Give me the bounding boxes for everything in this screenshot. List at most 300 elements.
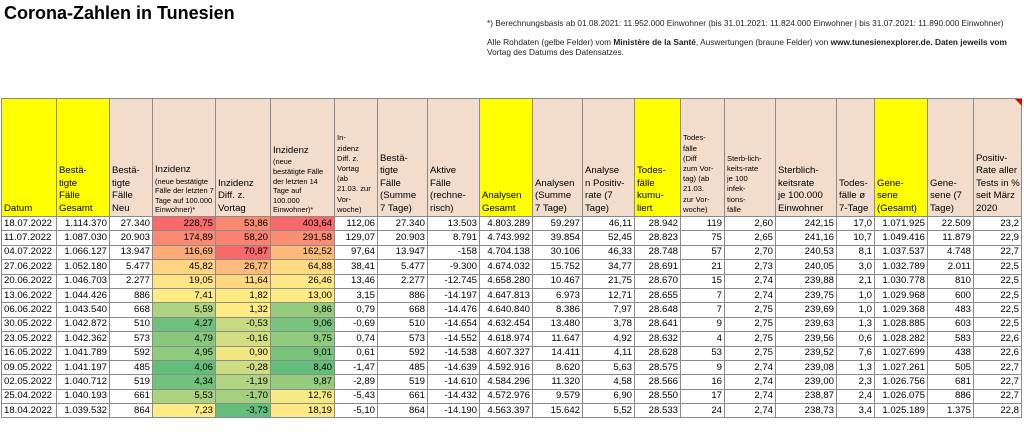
table-cell: 4,58: [583, 375, 635, 389]
table-cell: 240,53: [776, 245, 837, 259]
table-cell: 1.041.197: [57, 360, 110, 374]
table-cell: 3,4: [837, 404, 875, 418]
table-cell: 22,9: [974, 231, 1022, 245]
table-cell: 2,4: [837, 389, 875, 403]
table-cell: 583: [928, 332, 974, 346]
table-cell: -14.538: [428, 346, 480, 360]
table-cell: 0,90: [216, 346, 271, 360]
table-cell: 23,2: [974, 217, 1022, 231]
column-header-7: [378, 99, 428, 217]
table-cell: 6,90: [583, 389, 635, 403]
table-cell: 4.803.289: [480, 217, 533, 231]
table-cell: 240,05: [776, 260, 837, 274]
table-cell: 17,0: [837, 217, 875, 231]
table-cell: 1.043.540: [57, 303, 110, 317]
table-cell: 18.07.2022: [2, 217, 57, 231]
table-cell: 4,95: [153, 346, 216, 360]
table-cell: 13.947: [110, 245, 153, 259]
table-cell: 04.07.2022: [2, 245, 57, 259]
table-cell: 1.040.193: [57, 389, 110, 403]
column-header-4: [216, 99, 271, 217]
table-cell: 15.642: [533, 404, 583, 418]
table-cell: 116,69: [153, 245, 216, 259]
table-cell: 28.748: [635, 245, 681, 259]
table-cell: 7: [681, 303, 725, 317]
table-cell: 52,45: [583, 231, 635, 245]
table-cell: 239,56: [776, 332, 837, 346]
table-cell: 600: [928, 288, 974, 302]
column-header-label: Bestä- tigte Fälle Gesamt: [59, 165, 93, 214]
table-cell: -14.610: [428, 375, 480, 389]
table-cell: 5,59: [153, 303, 216, 317]
table-cell: 3,15: [335, 288, 378, 302]
table-cell: 11.647: [533, 332, 583, 346]
table-cell: -14.197: [428, 288, 480, 302]
table-cell: 22,5: [974, 260, 1022, 274]
table-cell: -0,69: [335, 317, 378, 331]
column-header-10: [533, 99, 583, 217]
table-cell: 8,40: [271, 360, 335, 374]
column-header-label: Analyse n Positiv- rate (7 Tage): [585, 165, 625, 214]
table-cell: -9.300: [428, 260, 480, 274]
table-cell: 28.632: [635, 332, 681, 346]
table-cell: 4,27: [153, 317, 216, 331]
column-header-sublabel: (neue bestätigte Fälle der letzten 14 Tage auf 100.000 Einwohner)*: [273, 157, 324, 215]
table-cell: 27.340: [378, 217, 428, 231]
table-cell: 18,19: [271, 404, 335, 418]
table-cell: -14.476: [428, 303, 480, 317]
table-cell: 485: [378, 360, 428, 374]
table-cell: 28.655: [635, 288, 681, 302]
table-cell: 1.375: [928, 404, 974, 418]
table-cell: 1.046.703: [57, 274, 110, 288]
table-cell: 28.691: [635, 260, 681, 274]
table-cell: 15.752: [533, 260, 583, 274]
column-header-11: [583, 99, 635, 217]
table-cell: -12.745: [428, 274, 480, 288]
table-cell: 28.566: [635, 375, 681, 389]
table-cell: 1.039.532: [57, 404, 110, 418]
table-cell: 02.05.2022: [2, 375, 57, 389]
column-header-0: [2, 99, 57, 217]
column-header-label: Gene- sene (Gesamt): [877, 177, 917, 214]
table-cell: 2,1: [837, 274, 875, 288]
table-row: [2, 231, 1022, 245]
table-cell: 57: [681, 245, 725, 259]
table-cell: 22,6: [974, 332, 1022, 346]
column-header-2: [110, 99, 153, 217]
column-header-13: [681, 99, 725, 217]
table-cell: 5,52: [583, 404, 635, 418]
table-cell: 573: [110, 332, 153, 346]
column-header-label: Analysen (Summe 7 Tage): [535, 177, 575, 214]
column-header-8: [428, 99, 480, 217]
table-cell: 64,88: [271, 260, 335, 274]
table-cell: 2,74: [725, 274, 776, 288]
table-cell: 14.411: [533, 346, 583, 360]
table-cell: 45,82: [153, 260, 216, 274]
table-cell: 11.07.2022: [2, 231, 57, 245]
table-cell: 864: [378, 404, 428, 418]
table-cell: 4,11: [583, 346, 635, 360]
table-cell: -14.432: [428, 389, 480, 403]
table-cell: 1,82: [216, 288, 271, 302]
table-cell: 1.114.370: [57, 217, 110, 231]
table-cell: 4.743.992: [480, 231, 533, 245]
table-cell: -0,16: [216, 332, 271, 346]
table-cell: 27.340: [110, 217, 153, 231]
table-cell: 9: [681, 317, 725, 331]
table-cell: 19,05: [153, 274, 216, 288]
table-cell: 97,64: [335, 245, 378, 259]
table-cell: 10,7: [837, 231, 875, 245]
table-cell: 24: [681, 404, 725, 418]
table-cell: 20.903: [110, 231, 153, 245]
table-row: [2, 360, 1022, 374]
table-cell: 4.674.032: [480, 260, 533, 274]
table-cell: 810: [928, 274, 974, 288]
table-cell: 4.572.976: [480, 389, 533, 403]
table-cell: 28.533: [635, 404, 681, 418]
table-cell: 9,06: [271, 317, 335, 331]
table-cell: 9,86: [271, 303, 335, 317]
table-cell: 22,7: [974, 360, 1022, 374]
table-cell: 4,92: [583, 332, 635, 346]
corona-table: [1, 98, 1022, 418]
column-header-5: [271, 99, 335, 217]
column-header-15: [776, 99, 837, 217]
table-cell: 1,3: [837, 360, 875, 374]
table-cell: -1,47: [335, 360, 378, 374]
table-cell: 438: [928, 346, 974, 360]
table-cell: 9,01: [271, 346, 335, 360]
table-cell: 22,7: [974, 375, 1022, 389]
note-source-middle: , Auswertungen (braune Felder) von: [695, 36, 831, 47]
table-cell: 70,87: [216, 245, 271, 259]
table-cell: 9,75: [271, 332, 335, 346]
table-cell: 7: [681, 288, 725, 302]
table-cell: 510: [378, 317, 428, 331]
table-cell: 21: [681, 260, 725, 274]
table-cell: 26,77: [216, 260, 271, 274]
table-cell: 886: [378, 288, 428, 302]
column-header-19: [974, 99, 1022, 217]
column-header-label: Todes- fälle ø 7-Tage: [839, 177, 869, 214]
table-cell: 0,6: [837, 332, 875, 346]
table-cell: 75: [681, 231, 725, 245]
note-basis: *) Berechnungsbasis ab 01.08.2021: 11.952.000 Einwohner (bis 31.01.2021: 11.824.000 Einwohner | bis 31.07.2021: 11.890.000 Einwohner): [487, 18, 1004, 28]
table-cell: 7,23: [153, 404, 216, 418]
table-cell: 16.05.2022: [2, 346, 57, 360]
table-cell: -158: [428, 245, 480, 259]
table-cell: 505: [928, 360, 974, 374]
table-cell: 1.028.885: [875, 317, 928, 331]
table-cell: 27.06.2022: [2, 260, 57, 274]
table-cell: 21,75: [583, 274, 635, 288]
table-cell: 5.477: [110, 260, 153, 274]
column-header-1: [57, 99, 110, 217]
column-header-12: [635, 99, 681, 217]
table-cell: 2.011: [928, 260, 974, 274]
table-cell: 18.04.2022: [2, 404, 57, 418]
table-cell: -0,53: [216, 317, 271, 331]
table-cell: 1.029.368: [875, 303, 928, 317]
table-cell: 4.748: [928, 245, 974, 259]
column-header-label: Analysen Gesamt: [482, 190, 522, 214]
table-cell: -3,73: [216, 404, 271, 418]
table-cell: 59.297: [533, 217, 583, 231]
table-cell: 11,64: [216, 274, 271, 288]
table-cell: 886: [928, 389, 974, 403]
table-cell: 4,06: [153, 360, 216, 374]
table-cell: 28.648: [635, 303, 681, 317]
table-cell: 239,00: [776, 375, 837, 389]
table-cell: 06.06.2022: [2, 303, 57, 317]
table-cell: 4.592.916: [480, 360, 533, 374]
table-cell: 403,64: [271, 217, 335, 231]
column-header-3: [153, 99, 216, 217]
notes-block: [487, 18, 1017, 66]
table-cell: 0,61: [335, 346, 378, 360]
table-cell: 53,86: [216, 217, 271, 231]
page-title: Corona-Zahlen in Tunesien: [4, 3, 235, 23]
table-cell: 26,46: [271, 274, 335, 288]
table-cell: 668: [378, 303, 428, 317]
table-cell: 8.386: [533, 303, 583, 317]
table-cell: 4.563.397: [480, 404, 533, 418]
table-cell: 53: [681, 346, 725, 360]
table-cell: 2,3: [837, 375, 875, 389]
table-cell: -14.190: [428, 404, 480, 418]
table-cell: 9,87: [271, 375, 335, 389]
table-cell: 9.579: [533, 389, 583, 403]
column-header-label: In- zidenz Diff. z. Vortag (ab 21.03. zur Vor- woche): [337, 133, 371, 214]
table-cell: 4.618.974: [480, 332, 533, 346]
table-cell: 2,75: [725, 332, 776, 346]
table-row: [2, 260, 1022, 274]
table-cell: 1.029.968: [875, 288, 928, 302]
table-cell: 8,1: [837, 245, 875, 259]
table-cell: 668: [110, 303, 153, 317]
column-header-label: Datum: [4, 202, 33, 214]
table-cell: 0,79: [335, 303, 378, 317]
table-cell: 13.480: [533, 317, 583, 331]
column-header-label: Inzidenz: [155, 164, 191, 176]
table-cell: 13.947: [378, 245, 428, 259]
table-row: [2, 332, 1022, 346]
table-cell: 573: [378, 332, 428, 346]
column-header-6: [335, 99, 378, 217]
table-row: [2, 375, 1022, 389]
table-cell: 58,20: [216, 231, 271, 245]
table-cell: 162,52: [271, 245, 335, 259]
table-cell: 11.879: [928, 231, 974, 245]
column-header-9: [480, 99, 533, 217]
table-cell: 1.025.189: [875, 404, 928, 418]
table-cell: 2,60: [725, 217, 776, 231]
table-cell: 11.320: [533, 375, 583, 389]
table-cell: 22,5: [974, 288, 1022, 302]
table-cell: -2,89: [335, 375, 378, 389]
table-cell: 22.509: [928, 217, 974, 231]
table-cell: 239,69: [776, 303, 837, 317]
table-cell: 13.06.2022: [2, 288, 57, 302]
table-cell: 1.027.699: [875, 346, 928, 360]
table-cell: 22,5: [974, 274, 1022, 288]
table-cell: -1,19: [216, 375, 271, 389]
table-cell: 4.607.327: [480, 346, 533, 360]
table-cell: 1.041.789: [57, 346, 110, 360]
table-cell: 4.658.280: [480, 274, 533, 288]
table-cell: 1,0: [837, 288, 875, 302]
table-cell: 2,73: [725, 260, 776, 274]
table-cell: 1.026.756: [875, 375, 928, 389]
table-cell: 4,34: [153, 375, 216, 389]
column-header-label: Bestä- tigte Fälle Neu: [112, 165, 140, 214]
table-cell: 291,58: [271, 231, 335, 245]
column-header-label: Todes- fälle (Diff zum Vor- tag) (ab 21.03. zur Vor- woche): [683, 133, 714, 214]
table-cell: 6.973: [533, 288, 583, 302]
table-cell: 1.044.426: [57, 288, 110, 302]
table-cell: 2,75: [725, 303, 776, 317]
table-cell: 681: [928, 375, 974, 389]
table-cell: 22,6: [974, 346, 1022, 360]
table-cell: 483: [928, 303, 974, 317]
note-source-site: www.tunesienexplorer.de. Daten jeweils vom: [830, 36, 1007, 47]
table-cell: 0,74: [335, 332, 378, 346]
column-header-label: Sterb-lich- keits-rate je 100 infek- tions- fälle: [727, 153, 762, 214]
table-cell: 1.040.712: [57, 375, 110, 389]
table-cell: 1.026.075: [875, 389, 928, 403]
table-cell: 510: [110, 317, 153, 331]
table-cell: 239,63: [776, 317, 837, 331]
table-cell: 4.704.138: [480, 245, 533, 259]
table-cell: 7,97: [583, 303, 635, 317]
table-row: [2, 288, 1022, 302]
column-header-label: Gene- sene (7 Tage): [930, 177, 962, 214]
table-cell: 1.066.127: [57, 245, 110, 259]
table-cell: -0,28: [216, 360, 271, 374]
table-cell: 603: [928, 317, 974, 331]
table-cell: 119: [681, 217, 725, 231]
table-cell: 2,74: [725, 389, 776, 403]
table-cell: 20.06.2022: [2, 274, 57, 288]
table-cell: 1.028.282: [875, 332, 928, 346]
table-cell: 2,65: [725, 231, 776, 245]
note-source-suffix: Vortag des Datums des Datensatzes.: [487, 47, 624, 57]
table-row: [2, 274, 1022, 288]
table-cell: 28.823: [635, 231, 681, 245]
table-cell: 46,33: [583, 245, 635, 259]
table-cell: 2,75: [725, 346, 776, 360]
table-cell: -14.552: [428, 332, 480, 346]
table-cell: 4,79: [153, 332, 216, 346]
table-cell: 1.049.416: [875, 231, 928, 245]
table-cell: 2,70: [725, 245, 776, 259]
table-cell: -14.639: [428, 360, 480, 374]
table-row: [2, 317, 1022, 331]
table-cell: 239,08: [776, 360, 837, 374]
table-cell: 519: [378, 375, 428, 389]
table-cell: 2,74: [725, 404, 776, 418]
table-cell: 3,0: [837, 260, 875, 274]
table-cell: 13.503: [428, 217, 480, 231]
table-cell: 16: [681, 375, 725, 389]
table-cell: 12,76: [271, 389, 335, 403]
table-cell: 239,88: [776, 274, 837, 288]
table-cell: 25.04.2022: [2, 389, 57, 403]
table-cell: 239,52: [776, 346, 837, 360]
table-cell: 13,46: [335, 274, 378, 288]
note-source-ministry: Ministère de la Santé: [613, 36, 696, 47]
table-cell: 22,5: [974, 317, 1022, 331]
table-cell: 7,41: [153, 288, 216, 302]
table-cell: 2,74: [725, 375, 776, 389]
table-cell: 34,77: [583, 260, 635, 274]
table-cell: 485: [110, 360, 153, 374]
table-cell: 5.477: [378, 260, 428, 274]
table-cell: 28.942: [635, 217, 681, 231]
column-header-17: [875, 99, 928, 217]
table-cell: 30.05.2022: [2, 317, 57, 331]
table-cell: 17: [681, 389, 725, 403]
table-cell: 1.032.789: [875, 260, 928, 274]
table-cell: 38,41: [335, 260, 378, 274]
table-cell: 242,15: [776, 217, 837, 231]
table-cell: 238,73: [776, 404, 837, 418]
column-header-18: [928, 99, 974, 217]
column-header-16: [837, 99, 875, 217]
table-cell: 4.647.813: [480, 288, 533, 302]
table-cell: 661: [378, 389, 428, 403]
table-cell: 1.071.925: [875, 217, 928, 231]
table-cell: 12,71: [583, 288, 635, 302]
table-cell: 13,00: [271, 288, 335, 302]
column-header-label: Aktive Fälle (rechne- risch): [430, 165, 466, 214]
table-cell: 22,8: [974, 404, 1022, 418]
table-cell: 592: [378, 346, 428, 360]
table-cell: 39.854: [533, 231, 583, 245]
table-cell: 4.632.454: [480, 317, 533, 331]
table-cell: 23.05.2022: [2, 332, 57, 346]
table-row: [2, 346, 1022, 360]
table-cell: 1.087.030: [57, 231, 110, 245]
table-cell: 28.550: [635, 389, 681, 403]
table-cell: 4: [681, 332, 725, 346]
corner-flag-icon: [1015, 99, 1022, 106]
table-row: [2, 303, 1022, 317]
table-cell: 28.641: [635, 317, 681, 331]
table-cell: 22,7: [974, 389, 1022, 403]
table-cell: 1,0: [837, 303, 875, 317]
table-cell: 2,74: [725, 360, 776, 374]
column-header-label: Inzidenz: [273, 145, 309, 157]
table-cell: 864: [110, 404, 153, 418]
table-cell: 1.042.872: [57, 317, 110, 331]
table-cell: 8.620: [533, 360, 583, 374]
table-cell: 09.05.2022: [2, 360, 57, 374]
table-cell: 174,89: [153, 231, 216, 245]
table-cell: 112,06: [335, 217, 378, 231]
table-cell: 239,75: [776, 288, 837, 302]
table-cell: -5,43: [335, 389, 378, 403]
column-header-label: Inzidenz Diff. z. Vortag: [218, 177, 254, 214]
column-header-14: [725, 99, 776, 217]
table-cell: 1.052.180: [57, 260, 110, 274]
table-row: [2, 245, 1022, 259]
column-header-sublabel: (neue bestätigte Fälle der letzten 7 Tage auf 100.000 Einwohner)*: [155, 176, 214, 215]
table-row: [2, 404, 1022, 418]
